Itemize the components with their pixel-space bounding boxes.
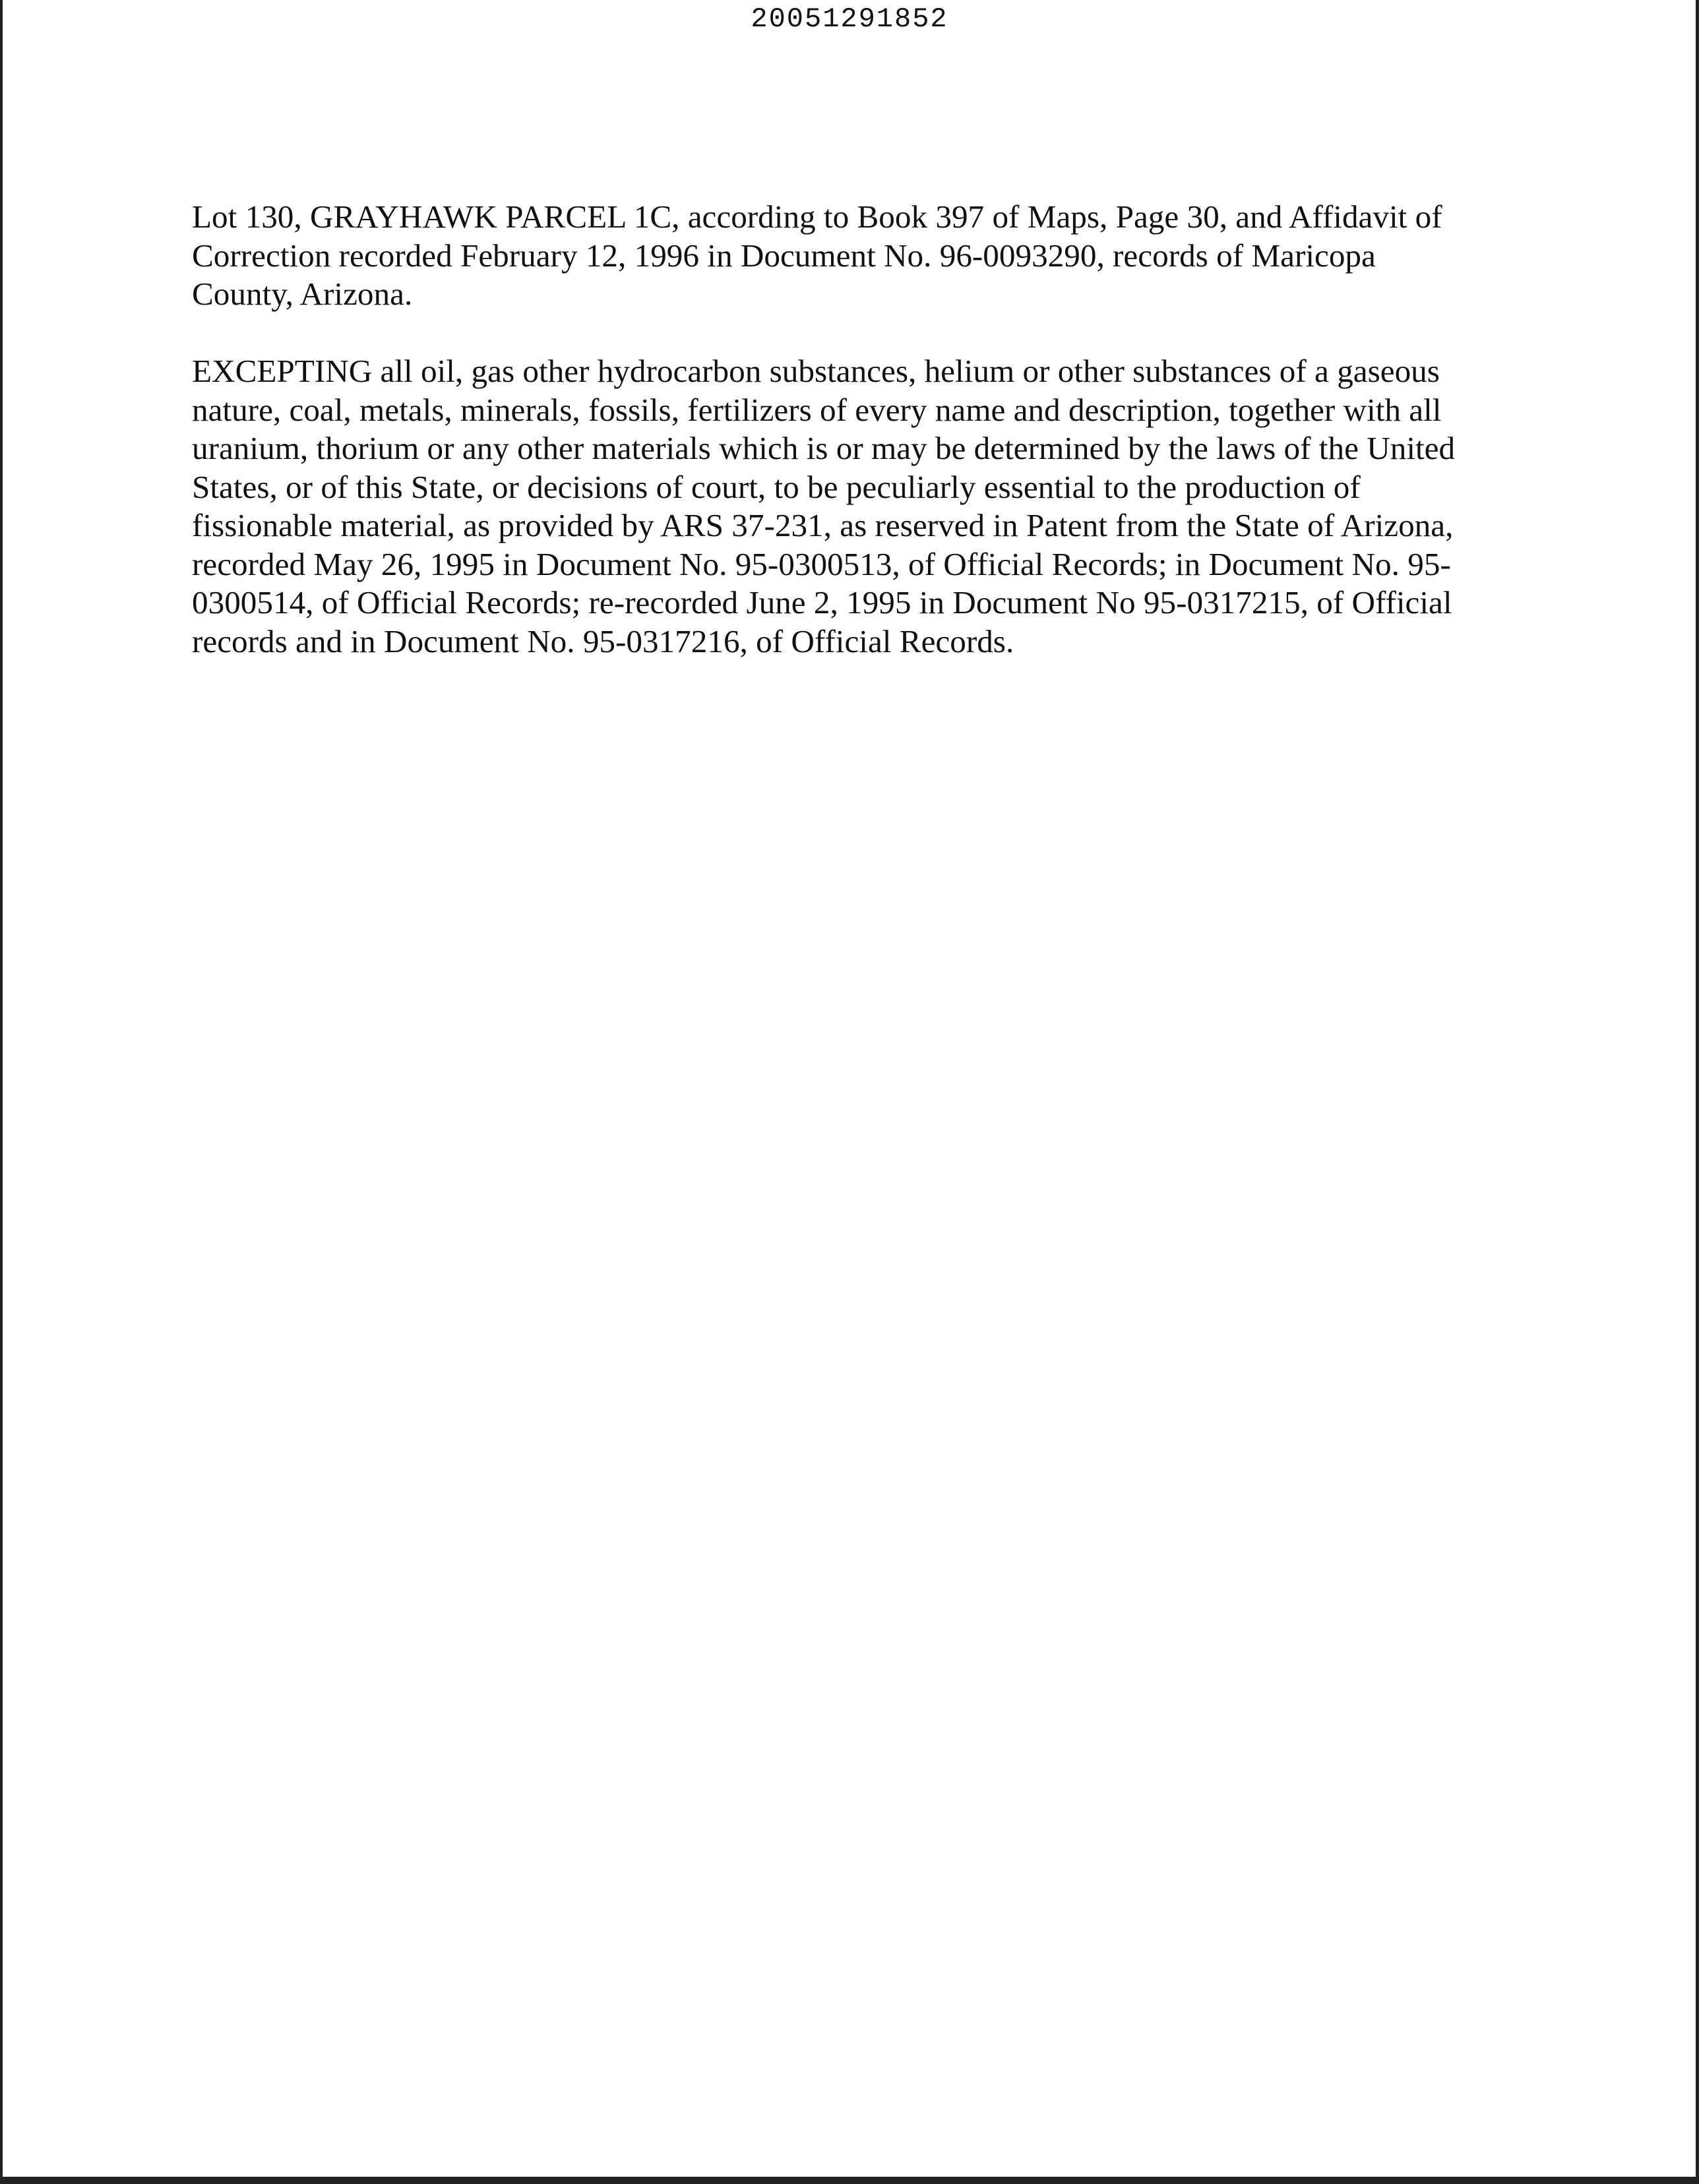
text-line: Lot 130, GRAYHAWK PARCEL 1C, according to Book 397 of Maps, Page 30, and Affidavit of — [192, 198, 1442, 235]
mineral-exception-paragraph — [192, 352, 1518, 661]
text-line: nature, coal, metals, minerals, fossils, fertilizers of every name and description, together with all — [192, 391, 1442, 428]
recording-document-number: 20051291852 — [751, 3, 948, 35]
text-line: records and in Document No. 95-0317216, of Official Records. — [192, 622, 1014, 659]
text-line: 0300514, of Official Records; re-recorded June 2, 1995 in Document No 95-0317215, of Official — [192, 584, 1452, 621]
text-line: fissionable material, as provided by ARS 37-231, as reserved in Patent from the State of Arizona, — [192, 507, 1454, 543]
text-line: Correction recorded February 12, 1996 in Document No. 96-0093290, records of Maricopa — [192, 237, 1376, 274]
text-line: recorded May 26, 1995 in Document No. 95-0300513, of Official Records; in Document No. 95- — [192, 545, 1451, 582]
lot-description-paragraph — [192, 198, 1518, 314]
text-line: States, or of this State, or decisions of court, to be peculiarly essential to the production of — [192, 468, 1361, 505]
text-line: EXCEPTING all oil, gas other hydrocarbon substances, helium or other substances of a gaseous — [192, 353, 1440, 389]
legal-description — [192, 198, 1518, 661]
text-line: uranium, thorium or any other materials which is or may be determined by the laws of the United — [192, 430, 1456, 466]
text-line: County, Arizona. — [192, 276, 413, 312]
